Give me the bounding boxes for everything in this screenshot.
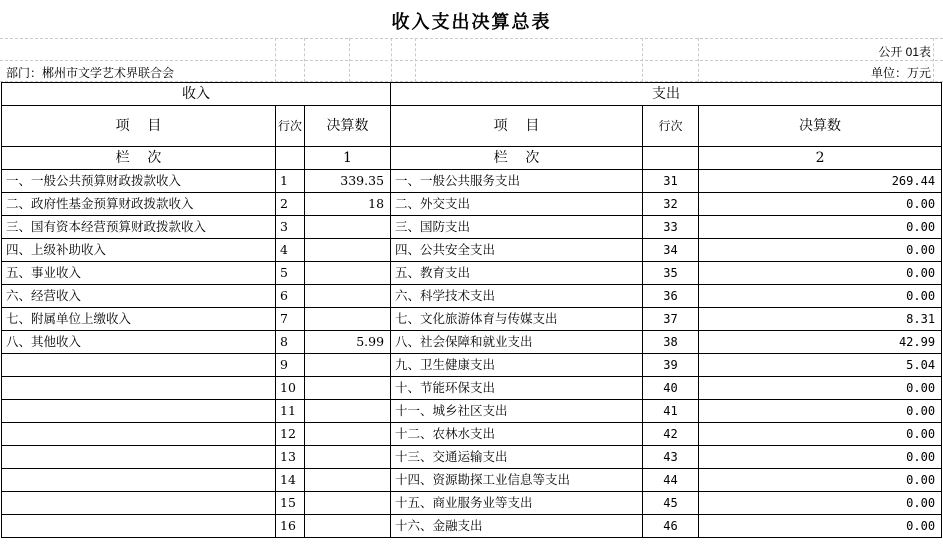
expense-line-cell: 46 bbox=[643, 515, 699, 538]
expense-amount-cell: 0.00 bbox=[699, 285, 942, 308]
table-row bbox=[2, 239, 942, 262]
income-line-cell: 4 bbox=[276, 239, 305, 262]
expense-line-cell: 44 bbox=[643, 469, 699, 492]
expense-item-cell: 十一、城乡社区支出 bbox=[391, 400, 643, 423]
income-amount-cell bbox=[305, 469, 391, 492]
income-item-header: 项 目 bbox=[2, 106, 276, 147]
income-amount-cell bbox=[305, 492, 391, 515]
department-label: 部门：郴州市文学艺术界联合会 bbox=[6, 66, 175, 80]
table-row bbox=[2, 331, 942, 354]
income-item-cell: 一、一般公共预算财政拨款收入 bbox=[2, 170, 276, 193]
income-amount-cell bbox=[305, 354, 391, 377]
expense-item-cell: 九、卫生健康支出 bbox=[391, 354, 643, 377]
income-item-cell bbox=[2, 400, 276, 423]
income-line-cell: 8 bbox=[276, 331, 305, 354]
income-amount-cell bbox=[305, 239, 391, 262]
income-amount-cell bbox=[305, 285, 391, 308]
expense-amount-header: 决算数 bbox=[699, 106, 942, 147]
expense-amount-cell: 0.00 bbox=[699, 239, 942, 262]
expense-amount-cell: 0.00 bbox=[699, 515, 942, 538]
table-row bbox=[2, 469, 942, 492]
expense-item-cell: 五、教育支出 bbox=[391, 262, 643, 285]
table-row bbox=[2, 216, 942, 239]
expense-amount-cell: 269.44 bbox=[699, 170, 942, 193]
expense-line-cell: 32 bbox=[643, 193, 699, 216]
table-row bbox=[2, 377, 942, 400]
income-line-cell: 14 bbox=[276, 469, 305, 492]
income-line-cell: 15 bbox=[276, 492, 305, 515]
income-item-cell: 六、经营收入 bbox=[2, 285, 276, 308]
income-item-cell bbox=[2, 446, 276, 469]
income-line-cell: 9 bbox=[276, 354, 305, 377]
expense-amount-cell: 0.00 bbox=[699, 423, 942, 446]
expense-item-cell: 四、公共安全支出 bbox=[391, 239, 643, 262]
income-line-cell: 6 bbox=[276, 285, 305, 308]
expense-item-header: 项 目 bbox=[391, 106, 643, 147]
report-title: 收入支出决算总表 bbox=[391, 12, 552, 33]
income-item-cell bbox=[2, 492, 276, 515]
income-amount-cell bbox=[305, 515, 391, 538]
income-amount-header: 决算数 bbox=[305, 106, 391, 147]
expense-column-number: 2 bbox=[699, 147, 942, 170]
income-item-cell: 五、事业收入 bbox=[2, 262, 276, 285]
expense-line-cell: 42 bbox=[643, 423, 699, 446]
table-row bbox=[2, 170, 942, 193]
income-line-header: 行次 bbox=[276, 106, 305, 147]
expense-amount-cell: 5.04 bbox=[699, 354, 942, 377]
expense-line-cell: 39 bbox=[643, 354, 699, 377]
income-column-label: 栏 次 bbox=[2, 147, 276, 170]
expense-line-header: 行次 bbox=[643, 106, 699, 147]
expense-item-cell: 十二、农林水支出 bbox=[391, 423, 643, 446]
income-amount-cell: 5.99 bbox=[305, 331, 391, 354]
expense-amount-cell: 42.99 bbox=[699, 331, 942, 354]
income-amount-cell bbox=[305, 423, 391, 446]
income-amount-cell bbox=[305, 262, 391, 285]
income-item-cell bbox=[2, 354, 276, 377]
income-amount-cell bbox=[305, 216, 391, 239]
income-item-cell: 四、上级补助收入 bbox=[2, 239, 276, 262]
income-item-cell: 七、附属单位上缴收入 bbox=[2, 308, 276, 331]
income-line-cell: 16 bbox=[276, 515, 305, 538]
income-column-number: 1 bbox=[305, 147, 391, 170]
expense-amount-cell: 0.00 bbox=[699, 400, 942, 423]
income-item-cell: 八、其他收入 bbox=[2, 331, 276, 354]
expense-item-cell: 十五、商业服务业等支出 bbox=[391, 492, 643, 515]
expense-item-cell: 一、一般公共服务支出 bbox=[391, 170, 643, 193]
expense-section-header: 支出 bbox=[391, 83, 942, 106]
expense-line-cell: 36 bbox=[643, 285, 699, 308]
expense-amount-cell: 0.00 bbox=[699, 469, 942, 492]
income-expense-table bbox=[1, 82, 942, 538]
expense-line-cell: 31 bbox=[643, 170, 699, 193]
expense-line-cell: 38 bbox=[643, 331, 699, 354]
income-amount-cell bbox=[305, 377, 391, 400]
expense-item-cell: 十三、交通运输支出 bbox=[391, 446, 643, 469]
expense-item-cell: 三、国防支出 bbox=[391, 216, 643, 239]
expense-column-label: 栏 次 bbox=[391, 147, 643, 170]
expense-item-cell: 二、外交支出 bbox=[391, 193, 643, 216]
table-row bbox=[2, 354, 942, 377]
expense-column-blank bbox=[643, 147, 699, 170]
income-line-cell: 5 bbox=[276, 262, 305, 285]
table-row bbox=[2, 492, 942, 515]
expense-amount-cell: 0.00 bbox=[699, 262, 942, 285]
income-amount-cell bbox=[305, 308, 391, 331]
income-item-cell bbox=[2, 377, 276, 400]
expense-amount-cell: 8.31 bbox=[699, 308, 942, 331]
table-row bbox=[2, 446, 942, 469]
expense-amount-cell: 0.00 bbox=[699, 216, 942, 239]
expense-amount-cell: 0.00 bbox=[699, 377, 942, 400]
income-line-cell: 1 bbox=[276, 170, 305, 193]
income-amount-cell: 18 bbox=[305, 193, 391, 216]
income-column-blank bbox=[276, 147, 305, 170]
income-amount-cell bbox=[305, 400, 391, 423]
expense-line-cell: 45 bbox=[643, 492, 699, 515]
income-item-cell bbox=[2, 423, 276, 446]
expense-item-cell: 八、社会保障和就业支出 bbox=[391, 331, 643, 354]
expense-amount-cell: 0.00 bbox=[699, 446, 942, 469]
expense-amount-cell: 0.00 bbox=[699, 492, 942, 515]
expense-line-cell: 37 bbox=[643, 308, 699, 331]
expense-amount-cell: 0.00 bbox=[699, 193, 942, 216]
expense-line-cell: 34 bbox=[643, 239, 699, 262]
income-line-cell: 10 bbox=[276, 377, 305, 400]
table-row bbox=[2, 423, 942, 446]
table-row bbox=[2, 515, 942, 538]
income-line-cell: 12 bbox=[276, 423, 305, 446]
expense-item-cell: 七、文化旅游体育与传媒支出 bbox=[391, 308, 643, 331]
income-item-cell bbox=[2, 469, 276, 492]
income-line-cell: 13 bbox=[276, 446, 305, 469]
expense-line-cell: 33 bbox=[643, 216, 699, 239]
table-row bbox=[2, 285, 942, 308]
unit-label: 单位：万元 bbox=[870, 66, 931, 80]
income-item-cell: 三、国有资本经营预算财政拨款收入 bbox=[2, 216, 276, 239]
expense-item-cell: 六、科学技术支出 bbox=[391, 285, 643, 308]
income-item-cell: 二、政府性基金预算财政拨款收入 bbox=[2, 193, 276, 216]
income-line-cell: 2 bbox=[276, 193, 305, 216]
expense-item-cell: 十六、金融支出 bbox=[391, 515, 643, 538]
expense-line-cell: 40 bbox=[643, 377, 699, 400]
income-line-cell: 11 bbox=[276, 400, 305, 423]
expense-item-cell: 十四、资源勘探工业信息等支出 bbox=[391, 469, 643, 492]
income-amount-cell: 339.35 bbox=[305, 170, 391, 193]
table-row bbox=[2, 193, 942, 216]
income-item-cell bbox=[2, 515, 276, 538]
table-row bbox=[2, 262, 942, 285]
expense-line-cell: 35 bbox=[643, 262, 699, 285]
expense-item-cell: 十、节能环保支出 bbox=[391, 377, 643, 400]
income-line-cell: 7 bbox=[276, 308, 305, 331]
expense-line-cell: 43 bbox=[643, 446, 699, 469]
form-code: 公开 01表 bbox=[878, 45, 931, 59]
table-row bbox=[2, 308, 942, 331]
expense-line-cell: 41 bbox=[643, 400, 699, 423]
table-row bbox=[2, 400, 942, 423]
income-amount-cell bbox=[305, 446, 391, 469]
income-line-cell: 3 bbox=[276, 216, 305, 239]
income-section-header: 收入 bbox=[2, 83, 391, 106]
